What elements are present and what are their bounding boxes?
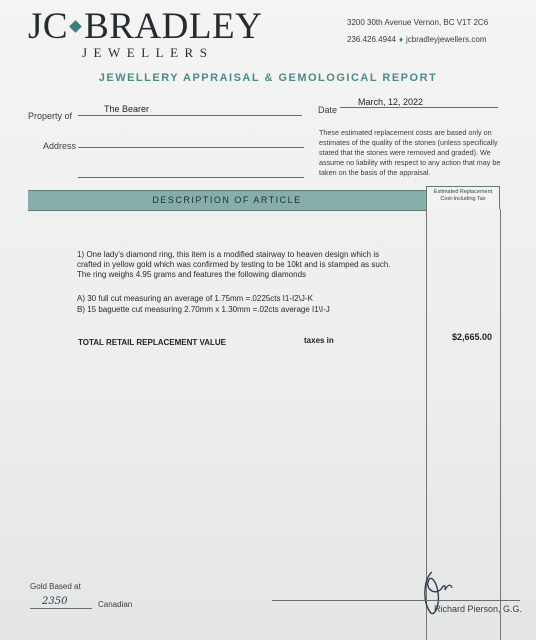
date-value: March, 12, 2022 (358, 97, 424, 107)
address-line-2 (78, 177, 304, 178)
address-label: Address (43, 141, 77, 151)
property-line (78, 115, 302, 116)
description-header: DESCRIPTION OF ARTICLE (152, 195, 302, 205)
company-logo (28, 8, 262, 60)
company-website: jcbradleyjewellers.com (406, 35, 487, 44)
company-phone: 236.426.4944 (347, 35, 396, 44)
total-label: TOTAL RETAIL REPLACEMENT VALUE (78, 338, 227, 347)
logo-initials: JC (28, 6, 69, 47)
signature-line (272, 600, 520, 601)
gold-value: 2350 (42, 596, 68, 607)
logo-subtitle: JEWELLERS (82, 45, 214, 60)
diamond-list (77, 293, 330, 315)
company-phone-web (347, 31, 488, 48)
estimate-header-line1: Estimated Replacement (433, 189, 493, 195)
diamond-bullet-icon: ♦ (398, 35, 404, 44)
estimate-header (426, 186, 500, 209)
report-title: JEWELLERY APPRAISAL & GEMOLOGICAL REPORT (98, 72, 438, 84)
description-header-bar (28, 190, 426, 211)
company-address: 3200 30th Avenue Vernon, BC V1T 2C6 (347, 18, 489, 27)
date-label: Date (318, 105, 338, 115)
property-value: The Bearer (104, 104, 150, 114)
address-line-1 (78, 147, 304, 148)
taxes-note: taxes in (304, 336, 334, 345)
gold-line (30, 608, 92, 609)
estimate-header-line2: Cost-Including Tax (440, 196, 486, 202)
article-description: 1) One lady's diamond ring, this item is a modified stairway to heaven design which is crafted in yellow gold which was confirmed by testing to be 10kt and is stamped as such. The ring weighs 4.95 grams and features the following diamonds (77, 250, 391, 279)
disclaimer-text: These estimated replacement costs are based only on estimates of the quality of the stones (unless specifically stated that the stones were removed and graded). We assume no liability with respect to any action that may be taken on the basis of the appraisal. (319, 128, 501, 177)
company-contact (347, 14, 488, 48)
logo-surname: BRADLEY (84, 6, 263, 47)
appraiser-name: Richard Pierson, G.G. (434, 604, 523, 614)
diamond-item-b: B) 15 baguette cut measuring 2.70mm x 1.30mm =.02cts average I1\I-J (77, 305, 330, 314)
property-label: Property of (28, 111, 73, 121)
diamond-item-a: A) 30 full cut measuring an average of 1.75mm =.0225cts I1-I2\J-K (77, 294, 313, 303)
gold-label: Gold Based at (30, 582, 81, 591)
column-divider-right (500, 209, 501, 640)
diamond-icon (69, 20, 82, 33)
total-value: $2,665.00 (452, 332, 493, 342)
date-line (340, 107, 498, 108)
logo-wordmark (28, 8, 262, 46)
gold-currency: Canadian (98, 600, 133, 609)
